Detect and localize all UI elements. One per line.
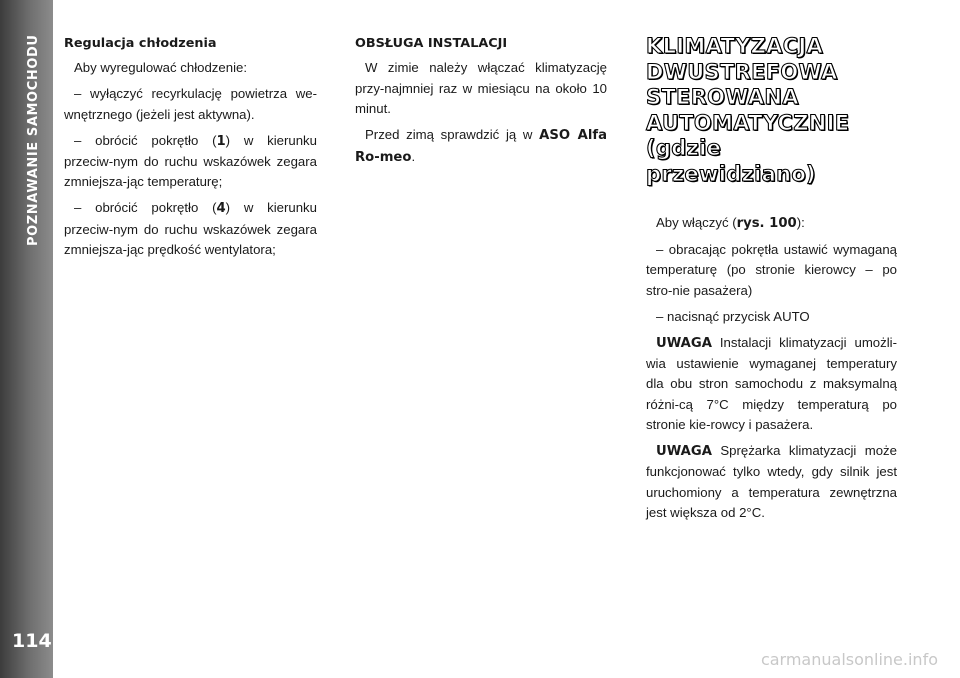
section-heading: KLIMATYZACJA DWUSTREFOWA STEROWANA AUTOMATYCZNIE (gdzie przewidziano) (646, 34, 850, 186)
knob-ref: 1 (216, 133, 226, 149)
figure-ref: rys. 100 (736, 216, 797, 231)
paragraph: Aby włączyć (rys. 100): (656, 215, 805, 231)
paragraph: – obrócić pokrętło (1) w kierunku przeciw-nym do ruchu wskazówek zegara zmniejsza-jąc temperaturę; (64, 132, 317, 190)
dealer-name: ASO Alfa Ro-meo (355, 128, 607, 165)
watermark: carmanualsonline.info (760, 650, 938, 669)
note-label: UWAGA (656, 444, 712, 460)
section-sidebar (0, 0, 53, 678)
paragraph: W zimie należy włączać klimatyzację przy-najmniej raz w miesiącu na około 10 minut. (355, 60, 607, 117)
paragraph: – nacisnąć przycisk AUTO (656, 308, 810, 324)
note-label: UWAGA (656, 335, 712, 351)
section-title: POZNAWANIE SAMOCHODU (26, 34, 41, 246)
paragraph: – obrócić pokrętło (4) w kierunku przeciw-nym do ruchu wskazówek zegara zmniejsza-jąc prędkość wentylatora; (64, 200, 317, 258)
cooling-adjustment-heading: Regulacja chłodzenia (64, 36, 217, 51)
knob-ref: 4 (216, 201, 226, 217)
column-right (646, 34, 897, 529)
paragraph: – wyłączyć recyrkulację powietrza we-wnętrznego (jeżeli jest aktywna). (64, 86, 317, 122)
column-middle (355, 34, 607, 173)
note-paragraph: UWAGA Sprężarka klimatyzacji może funkcjonować tylko wtedy, gdy silnik jest uruchomiony a temperatura zewnętrzna jest większa od 2°C. (646, 443, 897, 521)
note-paragraph: UWAGA Instalacji klimatyzacji umożli-wia ustawienie wymaganej temperatury dla obu stron samochodu z maksymalną różni-cą 7°C między temperaturą po stronie kie-rowcy i pasażera. (646, 334, 897, 433)
system-maintenance-heading: OBSŁUGA INSTALACJI (355, 36, 508, 51)
paragraph: – obracając pokrętła ustawić wymaganą temperaturę (po stronie kierowcy – po stro-nie pasażera) (646, 241, 897, 298)
column-left (64, 34, 317, 266)
paragraph: Przed zimą sprawdzić ją w ASO Alfa Ro-meo. (355, 127, 607, 165)
paragraph: Aby wyregulować chłodzenie: (74, 60, 247, 76)
page-number: 114 (12, 630, 52, 652)
